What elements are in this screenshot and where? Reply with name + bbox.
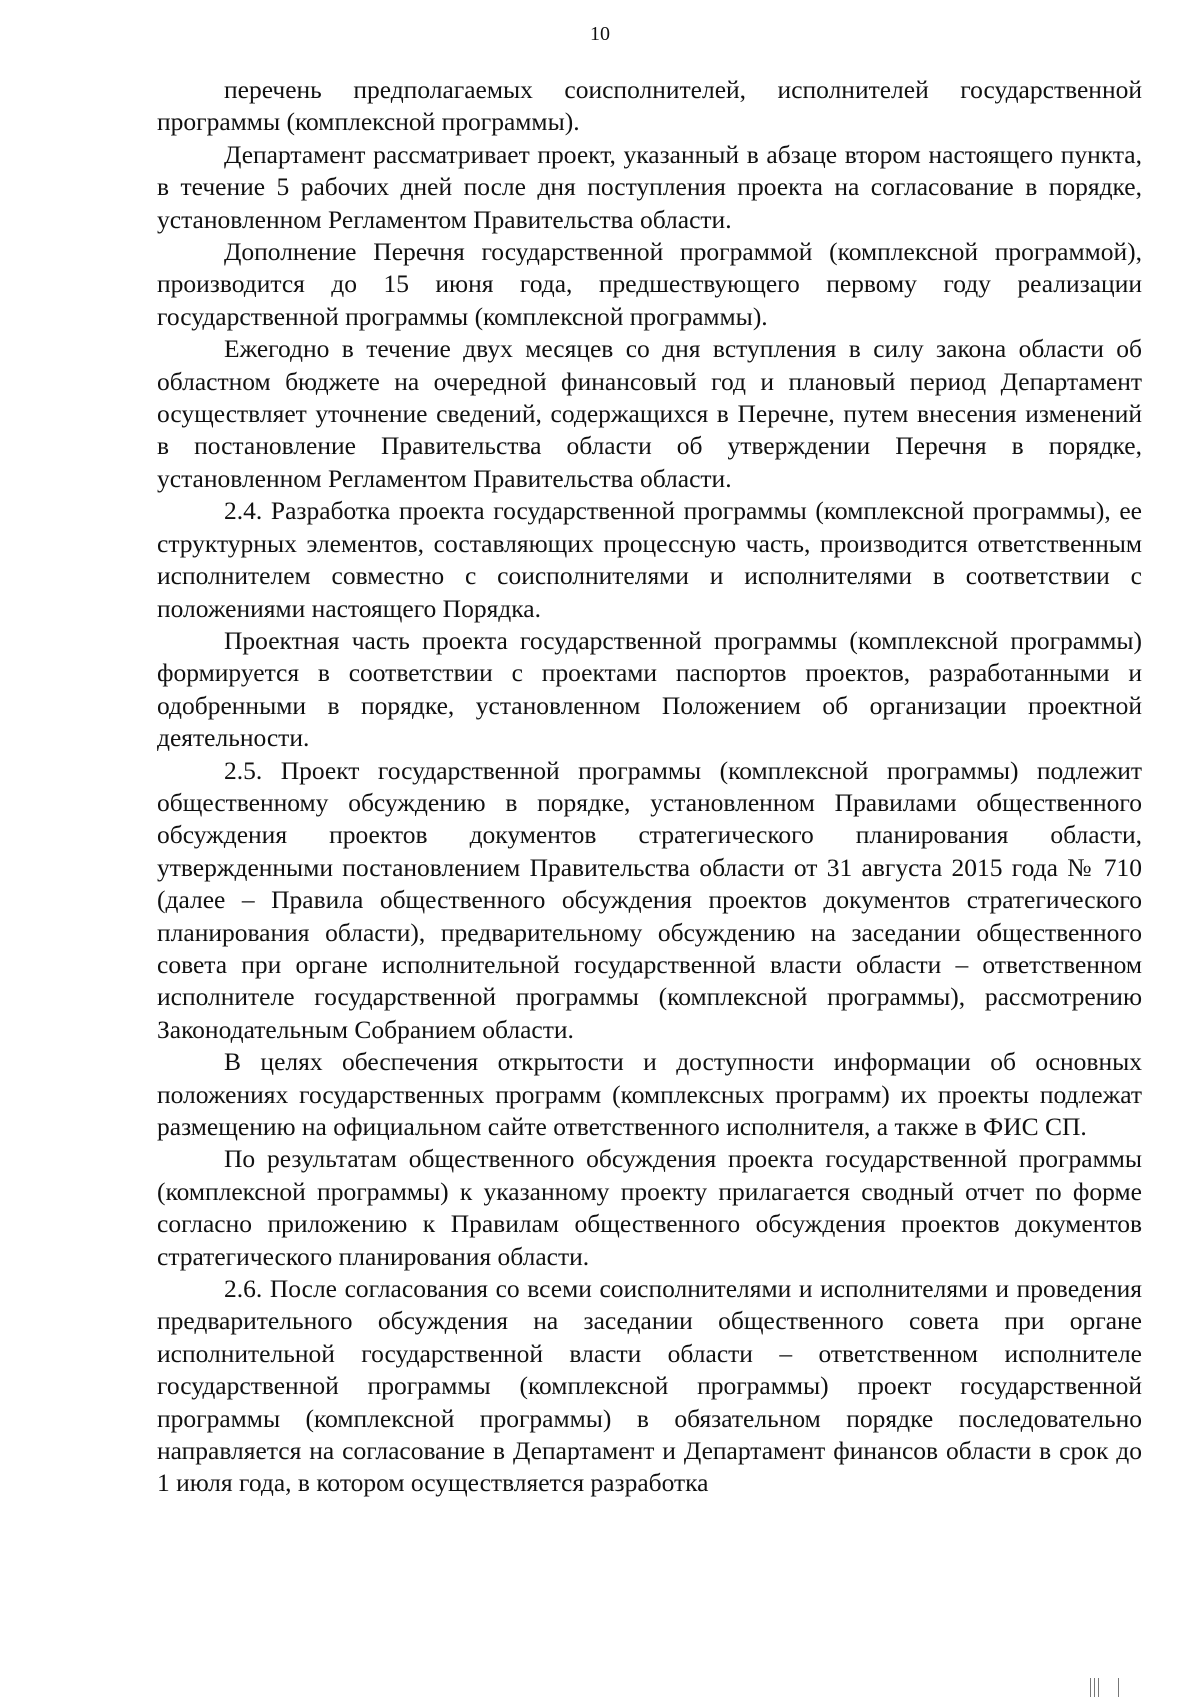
paragraph-4: Ежегодно в течение двух месяцев со дня вступления в силу закона области об областном бюджете на очередной финансовый год и плановый период Департамент осуществляет уточнение сведений, содержащихся в Перечне, путем внесения изменений в постановление Правительства области об утверждении Перечня в порядке, установленном Регламентом Правительства области. — [157, 334, 1142, 493]
paragraph-5: 2.4. Разработка проекта государственной программы (комплексной программы), ее структурных элементов, составляющих процессную часть, производится ответственным исполнителем совместно с соисполнителями и исполнителями в соответствии с положениями настоящего Порядка. — [157, 496, 1142, 623]
scan-marks — [1090, 1678, 1120, 1697]
page-number: 10 — [590, 23, 610, 45]
paragraph-6: Проектная часть проекта государственной программы (комплексной программы) формируется в соответствии с проектами паспортов проектов, разработанными и одобренными в порядке, установленном Положением об организации проектной деятельности. — [157, 625, 1142, 753]
paragraph-9: По результатам общественного обсуждения проекта государственной программы (комплексной программы) к указанному проекту прилагается сводный отчет по форме согласно приложению к Правилам общественного обсуждения проектов документов стратегического планирования области. — [157, 1144, 1142, 1271]
paragraph-2: Департамент рассматривает проект, указанный в абзаце втором настоящего пункта, в течение 5 рабочих дней после дня поступления проекта на согласование в порядке, установленном Регламентом Правительства области. — [157, 139, 1142, 234]
scan-mark — [1118, 1678, 1119, 1697]
paragraph-3: Дополнение Перечня государственной программой (комплексной программой), производится до 15 июня года, предшествующего первому году реализации государственной программы (комплексной программы). — [157, 237, 1142, 331]
scan-mark — [1090, 1678, 1091, 1697]
scan-mark — [1094, 1678, 1095, 1697]
paragraph-10: 2.6. После согласования со всеми соисполнителями и исполнителями и проведения предварительного обсуждения на заседании общественного совета при органе исполнительной государственной власти области – ответственном исполнителе государственной программы (комплексной программы) проект государственной программы (комплексной программы) в обязательном порядке последовательно направляется на согласование в Департамент и Департамент финансов области в срок до 1 июля года, в котором осуществляется разработка — [157, 1274, 1142, 1498]
paragraph-1: перечень предполагаемых соисполнителей, исполнителей государственной программы (комплексной программы). — [157, 75, 1142, 137]
document-body — [157, 74, 1142, 1500]
paragraph-8: В целях обеспечения открытости и доступности информации об основных положениях государственных программ (комплексных программ) их проекты подлежат размещению на официальном сайте ответственного исполнителя, а также в ФИС СП. — [157, 1047, 1142, 1141]
paragraph-7: 2.5. Проект государственной программы (комплексной программы) подлежит общественному обсуждению в порядке, установленном Правилами общественного обсуждения проектов документов стратегического планирования области, утвержденными постановлением Правительства области от 31 августа 2015 года № 710 (далее – Правила общественного обсуждения проектов документов стратегического планирования области), предварительному обсуждению на заседании общественного совета при органе исполнительной государственной власти области – ответственном исполнителе государственной программы (комплексной программы), рассмотрению Законодательным Собранием области. — [157, 755, 1142, 1044]
scan-mark — [1098, 1678, 1099, 1697]
